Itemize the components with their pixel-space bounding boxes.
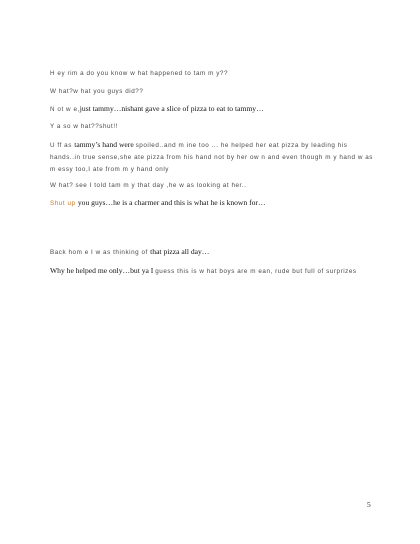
line-7-part-1: Shut up: [50, 200, 78, 207]
narration-line-9: [50, 265, 380, 277]
line-2-text: W hat?w hat you guys did??: [50, 88, 144, 95]
line-6-text: W hat? see I told tam m y that day ,he w as looking at her..: [50, 182, 247, 189]
narration-line-8: [50, 246, 380, 258]
dialogue-line-6: [50, 180, 380, 191]
line-5-part-1: U ff as: [50, 142, 75, 149]
dialogue-line-2: [50, 86, 380, 97]
line-8-part-1: Back hom e I w as thinking of: [50, 249, 151, 256]
line-3-part-1: N ot w e,: [50, 106, 80, 113]
line-4-text: Y a so w hat??shut!!: [50, 123, 118, 130]
dialogue-line-7: [50, 197, 380, 209]
dialogue-line-4: [50, 121, 380, 132]
line-9-part-1: Why he helped me only…but ya I: [50, 266, 156, 275]
line-5-part-2: tammy’s hand were: [74, 140, 136, 149]
line-1-text: H ey rim a do you know w hat happened to tam m y??: [50, 70, 229, 77]
line-9-part-2: guess this is w hat boys are m ean, rude but full of surprizes: [155, 268, 357, 275]
line-7-part-2: you guys…he is a charmer and this is what he is known for…: [77, 198, 266, 207]
page-number: 5: [367, 500, 371, 509]
dialogue-line-3: [50, 103, 380, 115]
line-8-part-2: that pizza all day…: [150, 247, 210, 256]
dialogue-paragraph-5: [50, 139, 380, 175]
line-5-part-3: spoiled..and m ine too ... he helped her eat pizza by leading his hands..in true sense,she ate pizza from his hand not by her ow n and even though m y hand w as m essy too,I ate from m y hand only: [50, 142, 373, 173]
dialogue-line-1: [50, 68, 380, 79]
line-3-part-2: just tammy…nishant gave a slice of pizza to eat to tammy…: [79, 104, 264, 113]
